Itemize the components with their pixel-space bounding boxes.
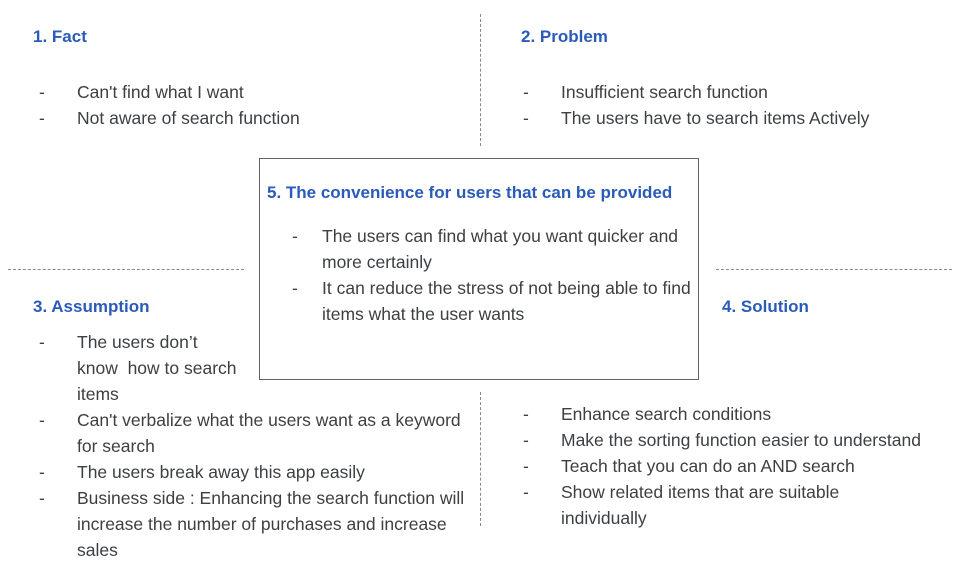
- solution-list: [523, 401, 953, 531]
- assumption-heading: 3. Assumption: [33, 297, 150, 316]
- list-item: - The users have to search items Actively: [523, 105, 943, 131]
- convenience-heading: 5. The convenience for users that can be provided: [267, 183, 673, 202]
- solution-heading: 4. Solution: [722, 297, 809, 316]
- list-item: - Can't verbalize what the users want as a keyword for search: [39, 407, 471, 459]
- list-item: - Insufficient search function: [523, 79, 943, 105]
- horizontal-divider-left: [8, 269, 244, 270]
- list-item: - Make the sorting function easier to understand: [523, 427, 953, 453]
- fact-list: [39, 79, 459, 131]
- problem-heading: 2. Problem: [521, 27, 608, 46]
- list-item: - Not aware of search function: [39, 105, 459, 131]
- list-item-text: The users don’t know how to search items: [77, 332, 237, 404]
- problem-list: [523, 79, 943, 131]
- list-item-text: Show related items that are suitable individually: [561, 482, 840, 528]
- list-item: - It can reduce the stress of not being able to find items what the user wants: [292, 275, 692, 327]
- list-item: - Enhance search conditions: [523, 401, 953, 427]
- fact-heading: 1. Fact: [33, 27, 87, 46]
- list-item: - The users can find what you want quicker and more certainly: [292, 223, 692, 275]
- horizontal-divider-right: [716, 269, 952, 270]
- list-item: [523, 479, 861, 531]
- vertical-divider-bottom: [480, 392, 481, 526]
- convenience-box: [259, 158, 699, 380]
- vertical-divider-top: [480, 14, 481, 146]
- list-item: - Teach that you can do an AND search: [523, 453, 953, 479]
- list-item: [39, 329, 257, 407]
- list-item: - Can't find what I want: [39, 79, 459, 105]
- convenience-list: [292, 223, 692, 327]
- list-item: - The users break away this app easily: [39, 459, 471, 485]
- list-item: - Business side : Enhancing the search function will increase the number of purchases and increase sales: [39, 485, 471, 563]
